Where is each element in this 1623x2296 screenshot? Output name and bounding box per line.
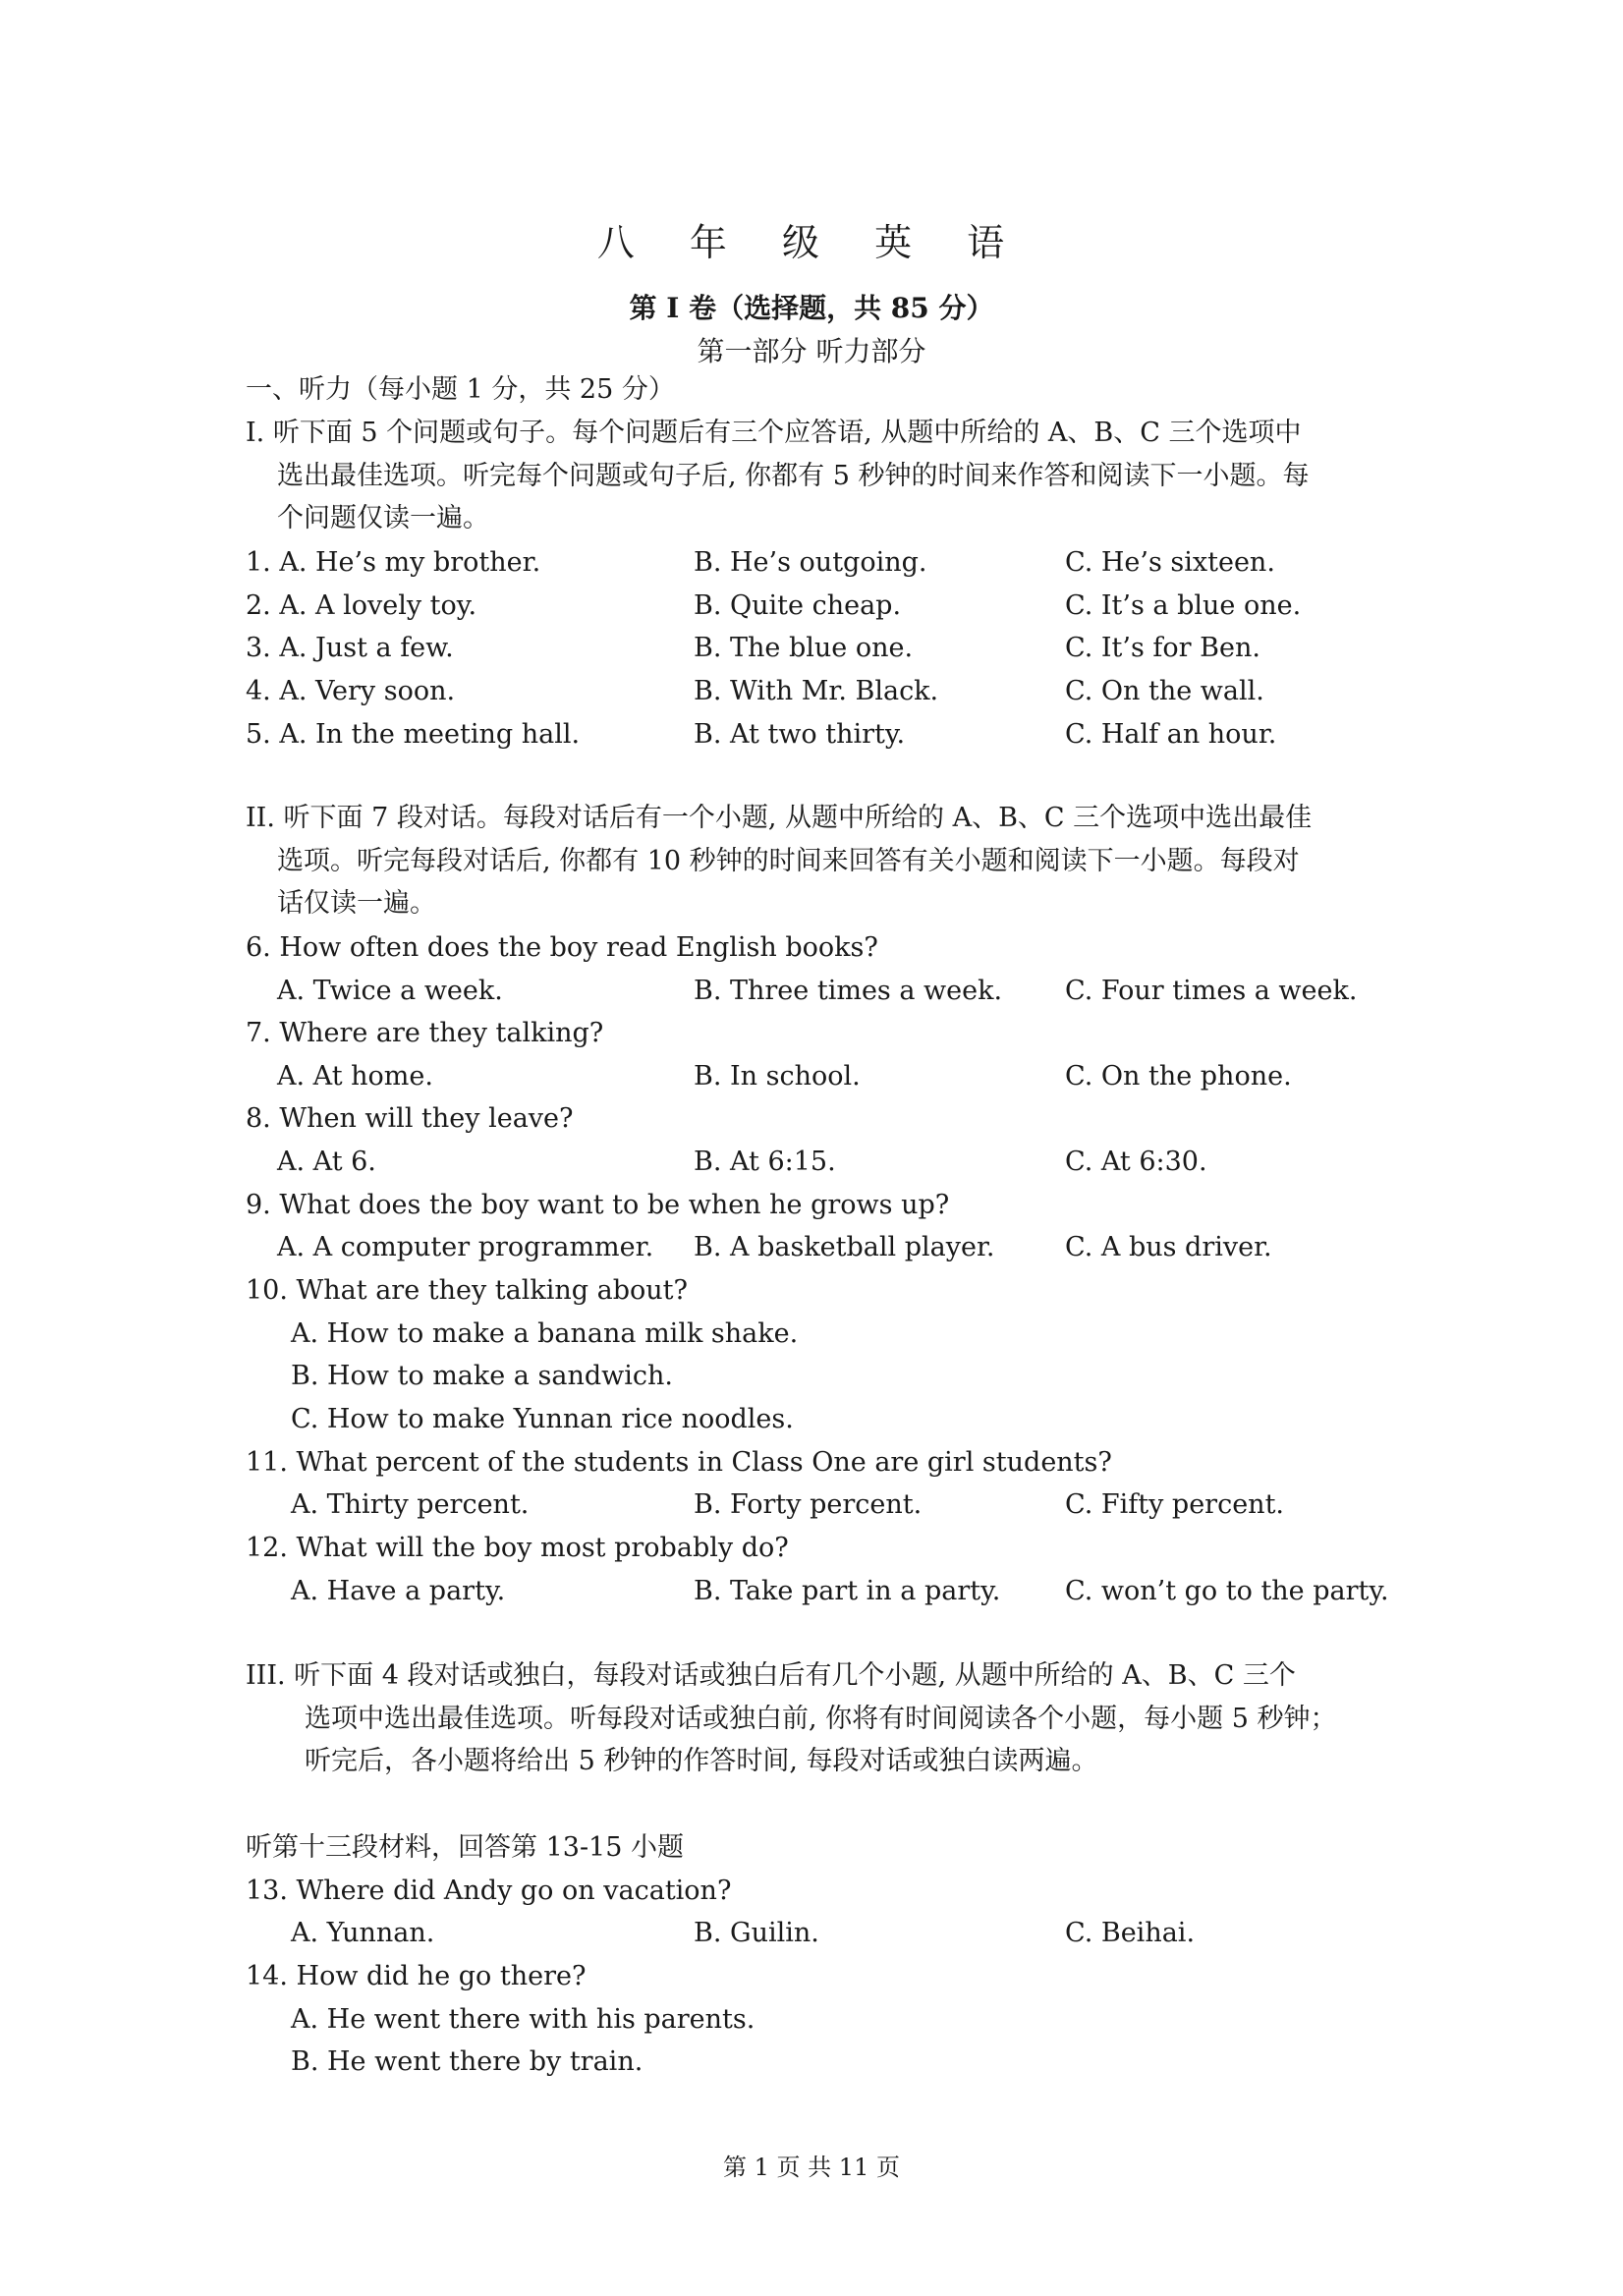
q4-option-a: 4. A. Very soon.: [246, 676, 456, 706]
q11-option-b: B. Forty percent.: [694, 1489, 923, 1520]
q14-option-b: B. He went there by train.: [291, 2046, 644, 2077]
part-heading: 第一部分 听力部分: [697, 335, 926, 367]
page-number-footer: 第 1 页 共 11 页: [723, 2154, 900, 2181]
q3-option-a: 3. A. Just a few.: [246, 633, 454, 663]
q13-option-c: C. Beihai.: [1065, 1918, 1196, 1948]
section2-instruction-line: 话仅读一遍。: [277, 888, 436, 919]
q7-option-a: A. At home.: [277, 1061, 433, 1092]
section3-instruction-line: III. 听下面 4 段对话或独白，每段对话或独白后有几个小题, 从题中所给的 A、B、C 三个: [246, 1660, 1296, 1691]
q8-option-c: C. At 6:30.: [1065, 1147, 1207, 1177]
section1-instruction-line: I. 听下面 5 个问题或句子。每个问题后有三个应答语, 从题中所给的 A、B、C 三个选项中: [246, 418, 1302, 448]
q13-stem: 13. Where did Andy go on vacation?: [246, 1876, 732, 1906]
q12-option-a: A. Have a party.: [291, 1576, 506, 1606]
q1-option-b: B. He’s outgoing.: [694, 547, 927, 578]
q8-stem: 8. When will they leave?: [246, 1103, 574, 1134]
material-heading: 听第十三段材料，回答第 13-15 小题: [246, 1832, 685, 1863]
q10-option-c: C. How to make Yunnan rice noodles.: [291, 1404, 794, 1434]
section2-instruction-line: 选项。听完每段对话后, 你都有 10 秒钟的时间来回答有关小题和阅读下一小题。每段对: [277, 846, 1300, 876]
q6-stem: 6. How often does the boy read English books?: [246, 932, 878, 963]
section1-instruction-line: 个问题仅读一遍。: [277, 503, 489, 533]
q9-option-a: A. A computer programmer.: [277, 1232, 654, 1262]
q11-option-a: A. Thirty percent.: [291, 1489, 530, 1520]
q10-option-b: B. How to make a sandwich.: [291, 1361, 673, 1391]
q8-option-a: A. At 6.: [277, 1147, 376, 1177]
q2-option-b: B. Quite cheap.: [694, 590, 902, 621]
q14-option-a: A. He went there with his parents.: [291, 2004, 756, 2035]
volume-heading: 第 I 卷（选择题，共 85 分）: [629, 292, 994, 324]
q3-option-c: C. It’s for Ben.: [1065, 633, 1260, 663]
section2-instruction-line: II. 听下面 7 段对话。每段对话后有一个小题, 从题中所给的 A、B、C 三个选项中选出最佳: [246, 803, 1313, 833]
exam-title: 八 年 级 英 语: [596, 221, 1027, 264]
q5-option-b: B. At two thirty.: [694, 719, 906, 750]
q2-option-c: C. It’s a blue one.: [1065, 590, 1302, 621]
q8-option-b: B. At 6:15.: [694, 1147, 836, 1177]
q4-option-c: C. On the wall.: [1065, 676, 1264, 706]
q13-option-a: A. Yunnan.: [291, 1918, 435, 1948]
q13-option-b: B. Guilin.: [694, 1918, 819, 1948]
q11-option-c: C. Fifty percent.: [1065, 1489, 1285, 1520]
q4-option-b: B. With Mr. Black.: [694, 676, 939, 706]
q12-stem: 12. What will the boy most probably do?: [246, 1533, 789, 1563]
q12-option-b: B. Take part in a party.: [694, 1576, 1001, 1606]
q11-stem: 11. What percent of the students in Class One are girl students?: [246, 1447, 1112, 1478]
q9-option-b: B. A basketball player.: [694, 1232, 995, 1262]
q7-stem: 7. Where are they talking?: [246, 1018, 604, 1048]
section3-instruction-line: 听完后，各小题将给出 5 秒钟的作答时间, 每段对话或独白读两遍。: [305, 1746, 1098, 1776]
section-heading: 一、听力（每小题 1 分，共 25 分）: [246, 374, 675, 405]
q6-option-b: B. Three times a week.: [694, 976, 1003, 1006]
section1-instruction-line: 选出最佳选项。听完每个问题或句子后, 你都有 5 秒钟的时间来作答和阅读下一小题。每: [277, 461, 1310, 491]
q6-option-a: A. Twice a week.: [277, 976, 503, 1006]
q9-stem: 9. What does the boy want to be when he grows up?: [246, 1190, 950, 1220]
q2-option-a: 2. A. A lovely toy.: [246, 590, 477, 621]
q12-option-c: C. won’t go to the party.: [1065, 1576, 1389, 1606]
q1-option-a: 1. A. He’s my brother.: [246, 547, 541, 578]
q6-option-c: C. Four times a week.: [1065, 976, 1358, 1006]
q10-option-a: A. How to make a banana milk shake.: [291, 1318, 799, 1349]
q5-option-c: C. Half an hour.: [1065, 719, 1277, 750]
q7-option-b: B. In school.: [694, 1061, 861, 1092]
q10-stem: 10. What are they talking about?: [246, 1275, 688, 1306]
q3-option-b: B. The blue one.: [694, 633, 914, 663]
section3-instruction-line: 选项中选出最佳选项。听每段对话或独白前, 你将有时间阅读各个小题，每小题 5 秒钟；: [305, 1704, 1337, 1734]
q1-option-c: C. He’s sixteen.: [1065, 547, 1275, 578]
q5-option-a: 5. A. In the meeting hall.: [246, 719, 581, 750]
q9-option-c: C. A bus driver.: [1065, 1232, 1272, 1262]
q7-option-c: C. On the phone.: [1065, 1061, 1292, 1092]
q14-stem: 14. How did he go there?: [246, 1961, 587, 1991]
